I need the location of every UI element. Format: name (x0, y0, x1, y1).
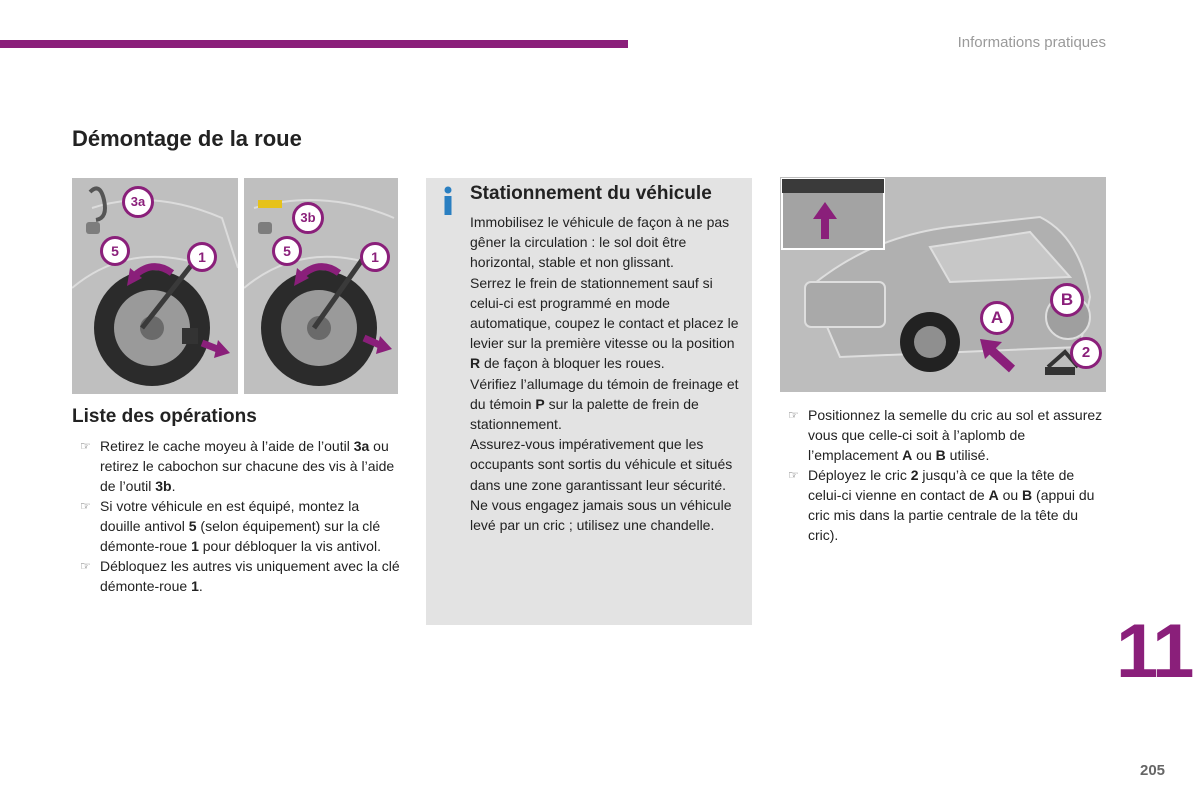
info-paragraph: Vérifiez l’allumage du témoin de freinage et du témoin P sur la palette de frein de stationnement. (470, 375, 739, 433)
info-paragraph: Immobilisez le véhicule de façon à ne pas gêner la circulation : le sol doit être horizontal, stable et non glissant. (470, 214, 730, 271)
header-section-title: Informations pratiques (957, 34, 1106, 51)
figure-jack-positioning (780, 177, 1106, 392)
callout-A: A (980, 301, 1014, 335)
figure-cap-removal-3b (244, 178, 398, 394)
page-number: 205 (1140, 762, 1166, 779)
parking-info-box (426, 178, 752, 625)
callout-3a: 3a (122, 186, 154, 218)
operations-heading: Liste des opérations (72, 406, 257, 427)
pointer-icon: ☞ (788, 408, 799, 422)
pointer-icon: ☞ (788, 468, 799, 482)
pointer-icon: ☞ (80, 439, 91, 453)
info-title: Stationnement du véhicule (470, 183, 712, 204)
jack-steps-list (780, 405, 1110, 545)
info-paragraph: Ne vous engagez jamais sous un véhicule levé par un cric ; utilisez une chandelle. (470, 496, 732, 534)
list-item: ☞ Déployez le cric 2 jusqu’à ce que la tête de celui-ci vienne en contact de A ou B (appui du cric mis dans la partie centrale de la tête du cric). (788, 467, 1095, 543)
info-body (470, 212, 746, 535)
callout-5: 5 (100, 236, 130, 266)
chapter-number: 11 (1116, 609, 1193, 694)
list-item: ☞ Si votre véhicule en est équipé, montez la douille antivol 5 (selon équipement) sur la clé démonte-roue 1 pour débloquer la vis antivol. (80, 498, 381, 554)
header-accent-bar (0, 40, 628, 48)
callout-1: 1 (360, 242, 390, 272)
info-paragraph: Assurez-vous impérativement que les occupants sont sortis du véhicule et situés dans une zone garantissant leur sécurité. (470, 436, 733, 493)
list-item: ☞ Retirez le cache moyeu à l’aide de l’outil 3a ou retirez le cabochon sur chacune des vis à l’aide de l’outil 3b. (80, 438, 395, 494)
callout-3b: 3b (292, 202, 324, 234)
figure-hubcap-removal-3a (72, 178, 238, 394)
pointer-icon: ☞ (80, 499, 91, 513)
callout-B: B (1050, 283, 1084, 317)
callout-1: 1 (187, 242, 217, 272)
info-paragraph: Serrez le frein de stationnement sauf si celui-ci est programmé en mode automatique, coupez le contact et placez le levier sur la première vitesse ou la position R de façon à bloquer les roues. (470, 274, 739, 372)
list-item: ☞ Positionnez la semelle du cric au sol et assurez vous que celle-ci soit à l’aplomb de l’emplacement A ou B utilisé. (788, 407, 1103, 463)
callout-2: 2 (1070, 337, 1102, 369)
operations-list (72, 436, 402, 596)
pointer-icon: ☞ (80, 559, 91, 573)
page-title: Démontage de la roue (72, 126, 302, 151)
callout-5: 5 (272, 236, 302, 266)
info-icon (439, 186, 457, 216)
list-item: ☞ Débloquez les autres vis uniquement avec la clé démonte-roue 1. (80, 558, 400, 594)
